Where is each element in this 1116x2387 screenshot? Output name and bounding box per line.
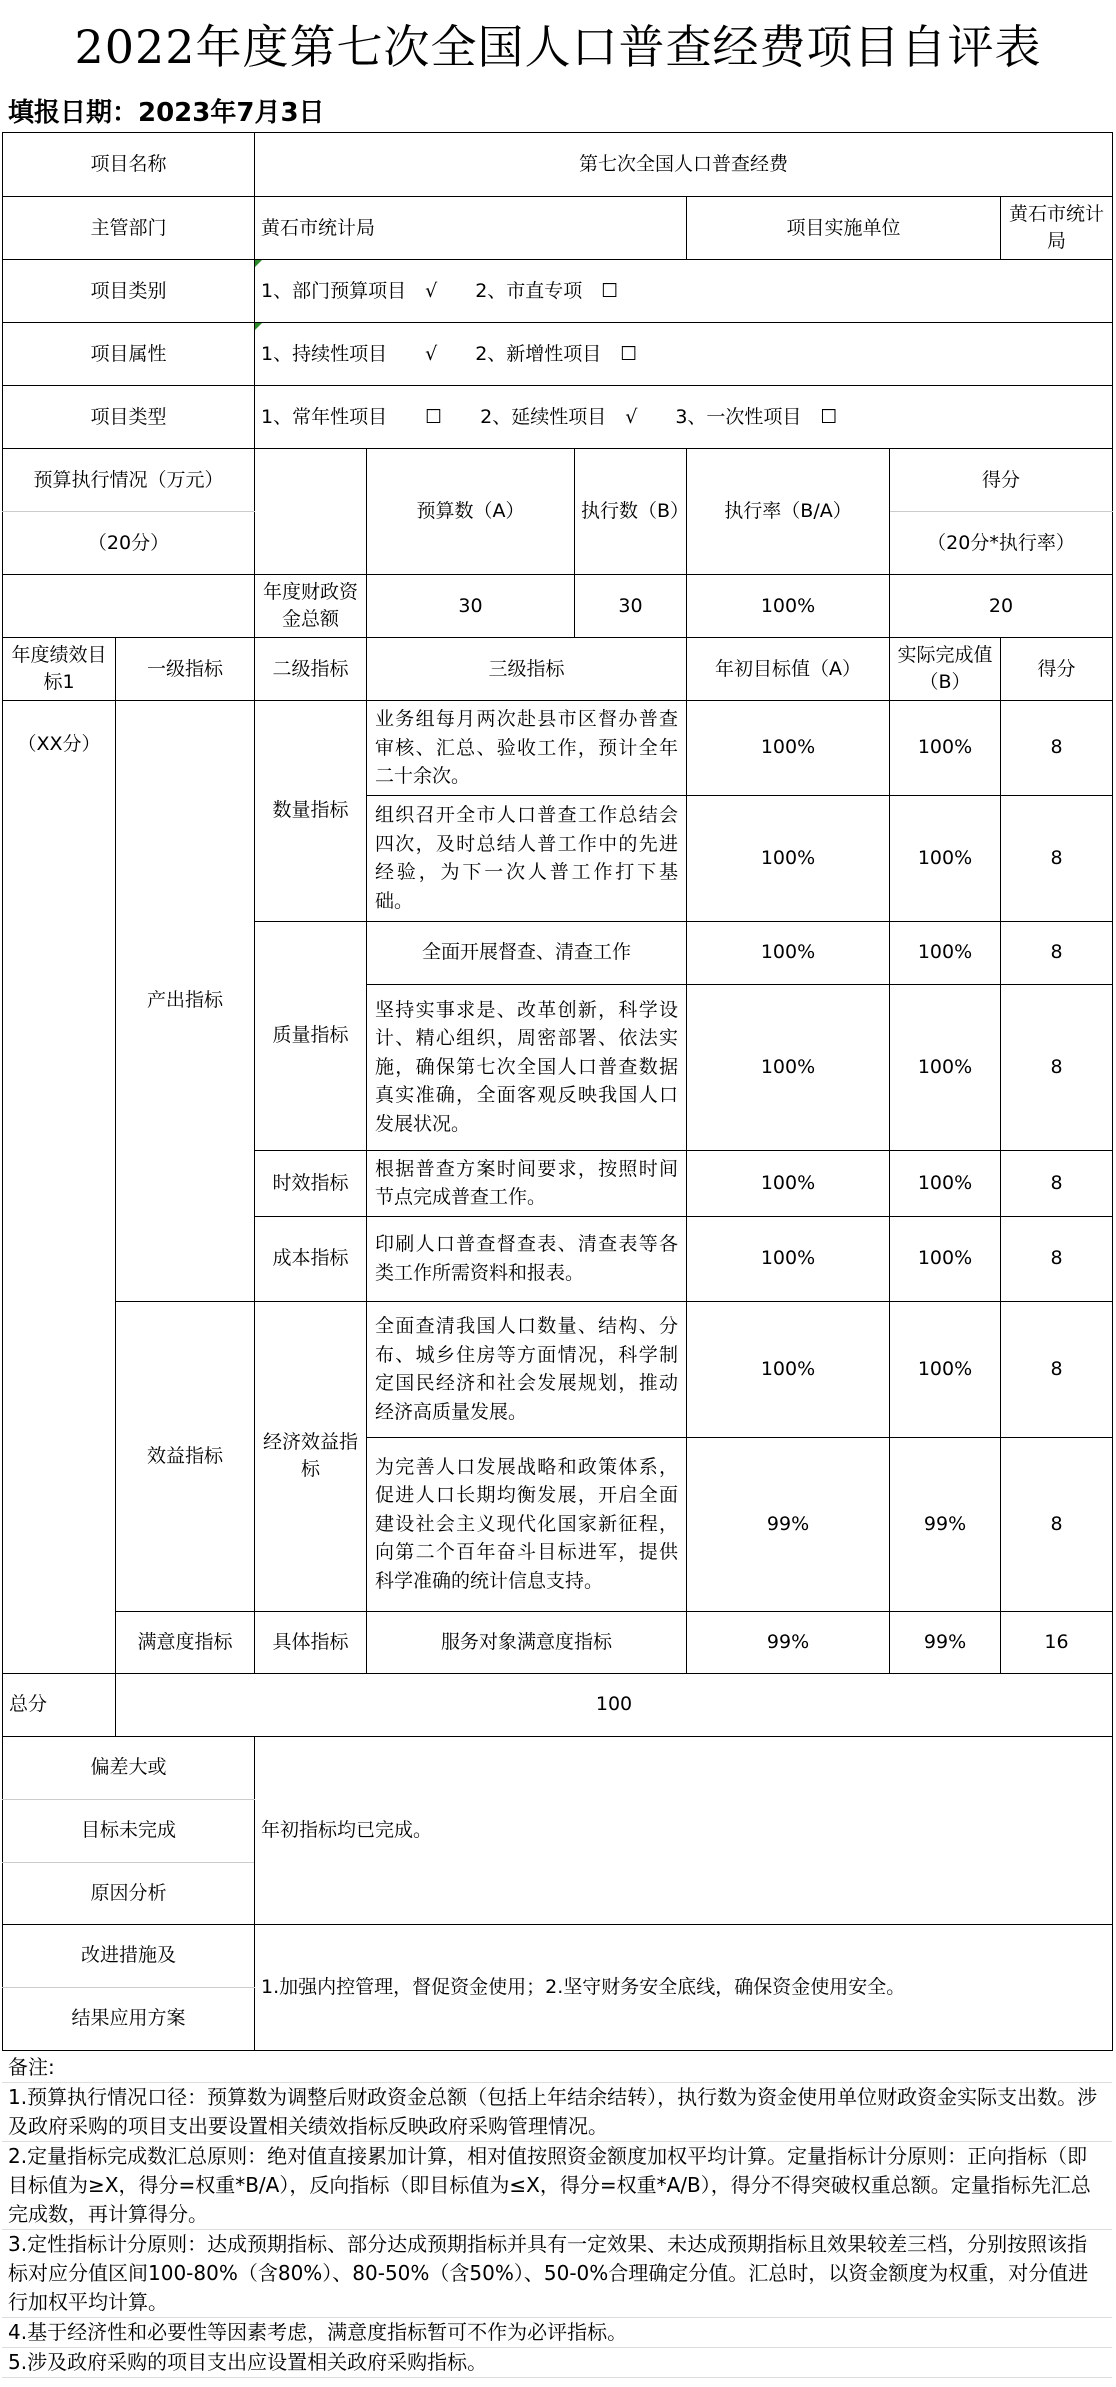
- indicator-4-init: 100%: [687, 984, 890, 1150]
- note-1: 1.预算执行情况口径：预算数为调整后财政资金总额（包括上年结余结转），执行数为资金使用单位财政资金实际支出数。涉及政府采购的项目支出要设置相关绩效指标反映政府采购管理情况。: [2, 2083, 1112, 2142]
- dept-value: 黄石市统计局: [255, 197, 687, 260]
- indicator-6-actual: 100%: [890, 1216, 1001, 1301]
- total-value: 100: [116, 1673, 1113, 1736]
- attr-value: 1、持续性项目 √ 2、新增性项目 ☐: [255, 323, 1113, 386]
- project-name-value: 第七次全国人口普查经费: [255, 133, 1113, 197]
- indicator-8-actual: 99%: [890, 1437, 1001, 1611]
- level2-quantity: 数量指标: [255, 701, 367, 922]
- budget-blank: [255, 449, 367, 575]
- indicator-4-score: 8: [1001, 984, 1113, 1150]
- indicator-9: 服务对象满意度指标: [367, 1611, 687, 1673]
- fill-date: 填报日期：2023年7月3日: [8, 97, 325, 128]
- indicator-3-actual: 100%: [890, 921, 1001, 984]
- indicator-7-init: 100%: [687, 1301, 890, 1437]
- budget-col-score: 得分: [890, 449, 1113, 512]
- header-target: 年度绩效目标1: [3, 638, 116, 701]
- level2-economic: 经济效益指标: [255, 1301, 367, 1611]
- indicator-6-score: 8: [1001, 1216, 1113, 1301]
- indicator-8-init: 99%: [687, 1437, 890, 1611]
- level2-cost: 成本指标: [255, 1216, 367, 1301]
- indicator-2-score: 8: [1001, 795, 1113, 921]
- category-label: 项目类别: [3, 260, 255, 323]
- indicator-7-score: 8: [1001, 1301, 1113, 1437]
- budget-row-label: 年度财政资金总额: [255, 575, 367, 638]
- indicator-5-score: 8: [1001, 1150, 1113, 1216]
- type-label: 项目类型: [3, 386, 255, 449]
- budget-col-b: 执行数（B）: [575, 449, 687, 575]
- improve-text: 1.加强内控管理，督促资金使用；2.坚守财务安全底线，确保资金使用安全。: [255, 1924, 1113, 2050]
- indicator-6-init: 100%: [687, 1216, 890, 1301]
- indicator-7: 全面查清我国人口数量、结构、分布、城乡住房等方面情况，科学制定国民经济和社会发展规划，推动经济高质量发展。: [367, 1301, 687, 1437]
- indicator-5: 根据普查方案时间要求，按照时间节点完成普查工作。: [367, 1150, 687, 1216]
- project-name-label: 项目名称: [3, 133, 255, 197]
- budget-label: 预算执行情况（万元）: [3, 449, 255, 512]
- deviation-text: 年初指标均已完成。: [255, 1736, 1113, 1924]
- header-init: 年初目标值（A）: [687, 638, 890, 701]
- indicator-8: 为完善人口发展战略和政策体系，促进人口长期均衡发展，开启全面建设社会主义现代化国家新征程，向第二个百年奋斗目标进军，提供科学准确的统计信息支持。: [367, 1437, 687, 1611]
- indicator-2-init: 100%: [687, 795, 890, 921]
- level1-output: 产出指标: [116, 701, 255, 1302]
- notes-title: 备注:: [2, 2051, 1112, 2083]
- level2-timeliness: 时效指标: [255, 1150, 367, 1216]
- level2-quality: 质量指标: [255, 921, 367, 1150]
- level1-benefit: 效益指标: [116, 1301, 255, 1611]
- indicator-3: 全面开展督查、清查工作: [367, 921, 687, 984]
- header-level3: 三级指标: [367, 638, 687, 701]
- indicator-7-actual: 100%: [890, 1301, 1001, 1437]
- deviation-label-3: 原因分析: [3, 1862, 255, 1924]
- header-level2: 二级指标: [255, 638, 367, 701]
- budget-score-value: 20: [890, 575, 1113, 638]
- indicator-3-score: 8: [1001, 921, 1113, 984]
- indicator-9-score: 16: [1001, 1611, 1113, 1673]
- total-label: 总分: [3, 1673, 116, 1736]
- budget-col-rate: 执行率（B/A）: [687, 449, 890, 575]
- note-2: 2.定量指标完成数汇总原则：绝对值直接累加计算，相对值按照资金额度加权平均计算。定量指标计分原则：正向指标（即目标值为≥X，得分=权重*B/A），反向指标（即目标值为≤X，得分=权重*A/B），得分不得突破权重总额。定量指标先汇总完成数，再计算得分。: [2, 2142, 1112, 2230]
- impl-value: 黄石市统计局: [1001, 197, 1113, 260]
- improve-label-2: 结果应用方案: [3, 1987, 255, 2050]
- indicator-6: 印刷人口普查督查表、清查表等各类工作所需资料和报表。: [367, 1216, 687, 1301]
- budget-rate-value: 100%: [687, 575, 890, 638]
- evaluation-table: [2, 132, 1113, 2051]
- improve-label-1: 改进措施及: [3, 1924, 255, 1987]
- header-score: 得分: [1001, 638, 1113, 701]
- indicator-4: 坚持实事求是、改革创新，科学设计、精心组织，周密部署、依法实施，确保第七次全国人口普查数据真实准确，全面客观反映我国人口发展状况。: [367, 984, 687, 1150]
- indicator-9-init: 99%: [687, 1611, 890, 1673]
- page-title: 2022年度第七次全国人口普查经费项目自评表: [74, 20, 1042, 74]
- note-5: 5.涉及政府采购的项目支出应设置相关政府采购指标。: [2, 2348, 1112, 2378]
- header-level1: 一级指标: [116, 638, 255, 701]
- attr-label: 项目属性: [3, 323, 255, 386]
- level2-specific: 具体指标: [255, 1611, 367, 1673]
- indicator-2-actual: 100%: [890, 795, 1001, 921]
- indicator-1-actual: 100%: [890, 701, 1001, 796]
- header-actual: 实际完成值（B）: [890, 638, 1001, 701]
- budget-a-value: 30: [367, 575, 575, 638]
- indicator-9-actual: 99%: [890, 1611, 1001, 1673]
- target-score: （XX分）: [3, 701, 116, 1674]
- budget-points: （20分）: [3, 512, 255, 575]
- budget-b-value: 30: [575, 575, 687, 638]
- level1-satisfaction: 满意度指标: [116, 1611, 255, 1673]
- impl-label: 项目实施单位: [687, 197, 1001, 260]
- indicator-5-actual: 100%: [890, 1150, 1001, 1216]
- indicator-1-score: 8: [1001, 701, 1113, 796]
- dept-label: 主管部门: [3, 197, 255, 260]
- category-value: 1、部门预算项目 √ 2、市直专项 ☐: [255, 260, 1113, 323]
- indicator-1: 业务组每月两次赴县市区督办普查审核、汇总、验收工作，预计全年二十余次。: [367, 701, 687, 796]
- indicator-1-init: 100%: [687, 701, 890, 796]
- budget-score-sub: （20分*执行率）: [890, 512, 1113, 575]
- notes-section: [2, 2051, 1112, 2378]
- indicator-3-init: 100%: [687, 921, 890, 984]
- type-value: 1、常年性项目 ☐ 2、延续性项目 √ 3、一次性项目 ☐: [255, 386, 1113, 449]
- note-3: 3.定性指标计分原则：达成预期指标、部分达成预期指标并具有一定效果、未达成预期指标且效果较差三档，分别按照该指标对应分值区间100-80%（含80%）、80-50%（含50%）、50-0%合理确定分值。汇总时，以资金额度为权重，对分值进行加权平均计算。: [2, 2230, 1112, 2318]
- indicator-2: 组织召开全市人口普查工作总结会四次，及时总结人普工作中的先进经验，为下一次人普工作打下基础。: [367, 795, 687, 921]
- deviation-label-1: 偏差大或: [3, 1736, 255, 1799]
- budget-row-blank: [3, 575, 255, 638]
- deviation-label-2: 目标未完成: [3, 1799, 255, 1862]
- indicator-5-init: 100%: [687, 1150, 890, 1216]
- note-4: 4.基于经济性和必要性等因素考虑，满意度指标暂可不作为必评指标。: [2, 2318, 1112, 2348]
- indicator-8-score: 8: [1001, 1437, 1113, 1611]
- budget-col-a: 预算数（A）: [367, 449, 575, 575]
- indicator-4-actual: 100%: [890, 984, 1001, 1150]
